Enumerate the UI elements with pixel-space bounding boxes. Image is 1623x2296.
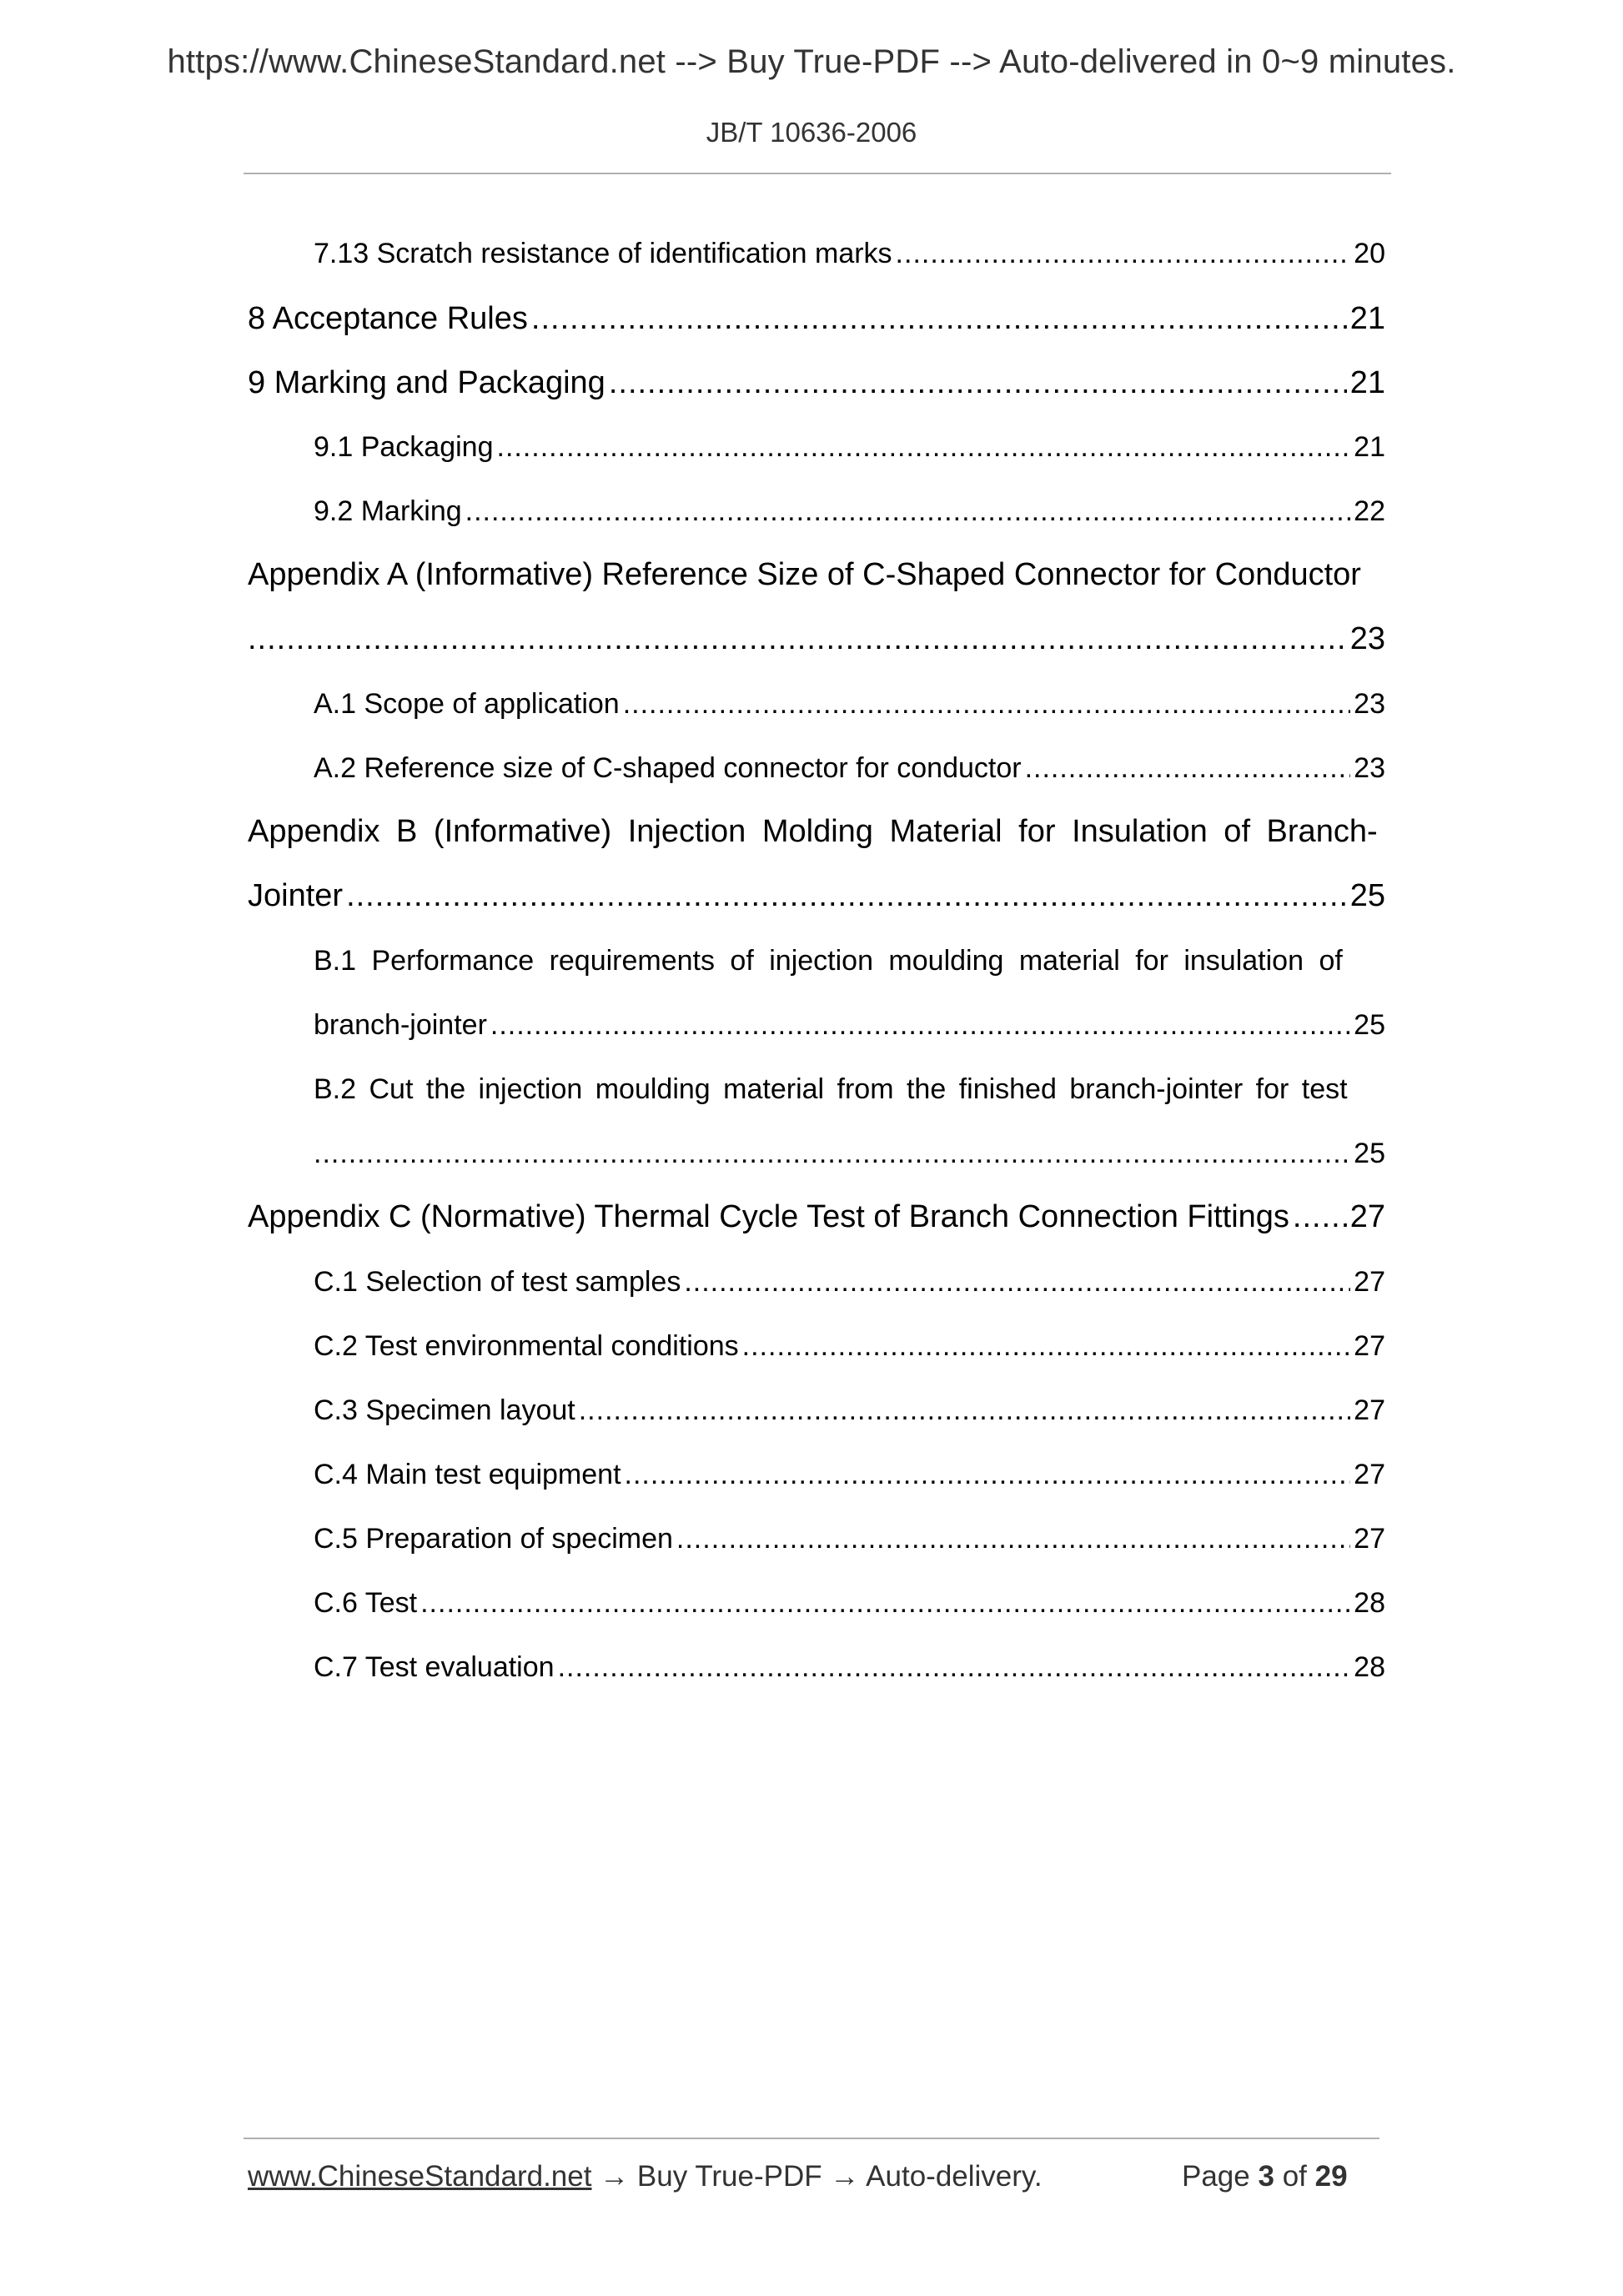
top-banner: https://www.ChineseStandard.net --> Buy True-PDF --> Auto-delivered in 0~9 minutes. [167, 43, 1456, 80]
total-pages: 29 [1314, 2160, 1348, 2193]
page-indicator: Page 3 of 29 [1182, 2160, 1348, 2193]
header-divider [244, 173, 1391, 174]
toc-entry-appendix-a-title[interactable]: Appendix A (Informative) Reference Size of C-Shaped Connector for Conductor [248, 557, 1361, 592]
document-id: JB/T 10636-2006 [706, 117, 917, 148]
footer-divider [244, 2138, 1379, 2139]
toc-entry-8[interactable]: 8 Acceptance Rules ..... 21 [248, 301, 1385, 337]
toc-entry-c-4[interactable]: C.4 Main test equipment ..... 27 [314, 1459, 1385, 1491]
toc-entry-b-1-title[interactable]: B.1 Performance requirements of injection moulding material for insulation of [314, 945, 1343, 977]
toc-entry-c-6[interactable]: C.6 Test ..... 28 [314, 1587, 1385, 1620]
toc-entry-9-2[interactable]: 9.2 Marking ..... 22 [314, 495, 1385, 528]
footer-site-link[interactable]: www.ChineseStandard.net [248, 2160, 592, 2193]
toc-entry-c-7[interactable]: C.7 Test evaluation ..... 28 [314, 1651, 1385, 1684]
toc-entry-a-1[interactable]: A.1 Scope of application ..... 23 [314, 688, 1385, 721]
toc-entry-appendix-a[interactable]: ..... 23 [248, 621, 1385, 657]
toc-entry-7-13[interactable]: 7.13 Scratch resistance of identification marks ..... 20 [314, 238, 1385, 270]
toc-entry-a-2[interactable]: A.2 Reference size of C-shaped connector for conductor ..... 23 [314, 752, 1385, 785]
toc-entry-b-2[interactable]: ..... 25 [314, 1138, 1385, 1170]
toc-entry-c-2[interactable]: C.2 Test environmental conditions ..... 27 [314, 1330, 1385, 1363]
footer-tagline: → Buy True-PDF → Auto-delivery. [591, 2160, 1043, 2193]
toc-entry-appendix-c[interactable]: Appendix C (Normative) Thermal Cycle Test of Branch Connection Fittings ..... 27 [248, 1199, 1385, 1235]
current-page-number: 3 [1258, 2160, 1274, 2193]
toc-entry-9-1[interactable]: 9.1 Packaging ..... 21 [314, 431, 1385, 464]
toc-entry-b-2-title[interactable]: B.2 Cut the injection moulding material from the finished branch-jointer for test [314, 1073, 1348, 1105]
footer-link-area [248, 2160, 1043, 2193]
toc-entry-appendix-b-title[interactable]: Appendix B (Informative) Injection Molding Material for Insulation of Branch- [248, 814, 1378, 849]
toc-entry-c-5[interactable]: C.5 Preparation of specimen ..... 27 [314, 1523, 1385, 1555]
toc-entry-appendix-b[interactable]: Jointer ..... 25 [248, 878, 1385, 914]
toc-entry-c-3[interactable]: C.3 Specimen layout ..... 27 [314, 1394, 1385, 1427]
toc-entry-9[interactable]: 9 Marking and Packaging ..... 21 [248, 365, 1385, 401]
toc-entry-b-1[interactable]: branch-jointer ..... 25 [314, 1009, 1385, 1042]
toc-entry-c-1[interactable]: C.1 Selection of test samples ..... 27 [314, 1266, 1385, 1299]
